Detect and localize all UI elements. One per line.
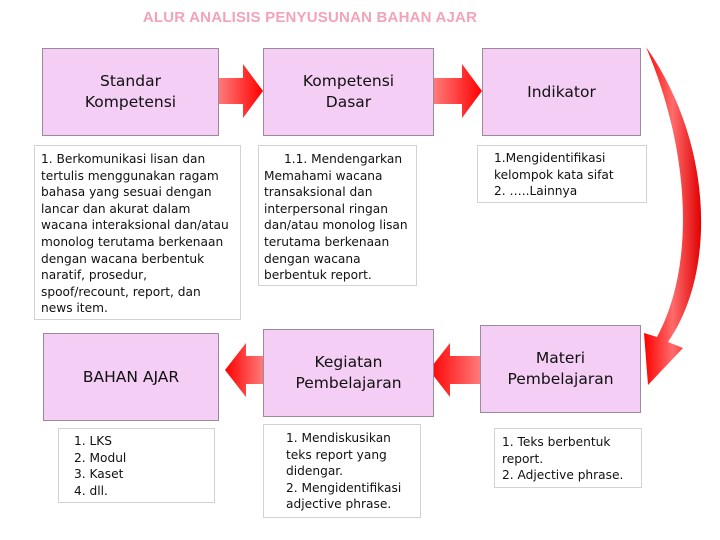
box-indikator-label: Indikator — [527, 82, 596, 101]
box-standar-kompetensi — [42, 48, 219, 136]
detail-kegiatan-pembelajaran-item: 2. Mengidentifikasi adjective phrase. — [286, 480, 402, 512]
arrow-kd-to-ind — [434, 64, 482, 118]
box-bahan-ajar — [43, 333, 219, 421]
detail-standar-kompetensi — [34, 145, 241, 320]
box-indikator — [482, 48, 641, 136]
detail-indikator-item: 2. …..Lainnya — [494, 184, 578, 199]
detail-kegiatan-pembelajaran-item: 1. Mendiskusikan teks report yang didengar. — [286, 431, 391, 479]
detail-bahan-ajar-item: 2. Modul — [74, 450, 127, 465]
box-standar-kompetensi-label: Standar Kompetensi — [84, 72, 177, 111]
diagram-title: ALUR ANALISIS PENYUSUNAN BAHAN AJAR — [142, 9, 478, 26]
box-materi-pembelajaran-label: Materi Pembelajaran — [507, 349, 614, 388]
arrow-kp-to-ba — [225, 343, 263, 397]
detail-standar-kompetensi-text: 1. Berkomunikasi lisan dan tertulis menggunakan ragam bahasa yang sesuai dengan lancar dan akurat dalam wacana interaksional dan/atau monolog terutama berkenaan dengan wacana berbentuk naratif, prosedur, spoof/recount, report, dan news item. — [41, 152, 229, 316]
detail-bahan-ajar-item: 4. dll. — [74, 483, 108, 498]
curved-arrow-ind-to-mp — [644, 47, 701, 385]
box-kegiatan-pembelajaran-label: Kegiatan Pembelajaran — [295, 353, 402, 392]
box-kegiatan-pembelajaran — [263, 329, 434, 417]
detail-indikator-item: 1.Mengidentifikasi kelompok kata sifat — [494, 151, 614, 182]
detail-kegiatan-pembelajaran — [263, 424, 421, 518]
box-kompetensi-dasar — [263, 48, 434, 136]
detail-materi-pembelajaran — [494, 428, 642, 488]
box-materi-pembelajaran — [480, 325, 641, 413]
detail-materi-pembelajaran-item: 2. Adjective phrase. — [502, 468, 624, 483]
detail-bahan-ajar — [58, 428, 215, 503]
box-kompetensi-dasar-label: Kompetensi Dasar — [302, 72, 395, 111]
detail-materi-pembelajaran-item: 1. Teks berbentuk report. — [502, 435, 611, 466]
detail-indikator — [477, 145, 647, 203]
detail-bahan-ajar-item: 3. Kaset — [74, 467, 124, 482]
arrow-sk-to-kd — [219, 64, 263, 118]
arrow-mp-to-kp — [429, 343, 480, 397]
box-bahan-ajar-label: BAHAN AJAR — [82, 367, 180, 386]
detail-kompetensi-dasar-text: 1.1. Mendengarkan Memahami wacana transaksional dan interpersonal ringan dan/atau monolog lisan terutama berkenaan dengan wacana berbentuk report. — [264, 152, 408, 283]
detail-bahan-ajar-item: 1. LKS — [74, 434, 113, 448]
detail-kompetensi-dasar — [258, 145, 417, 286]
